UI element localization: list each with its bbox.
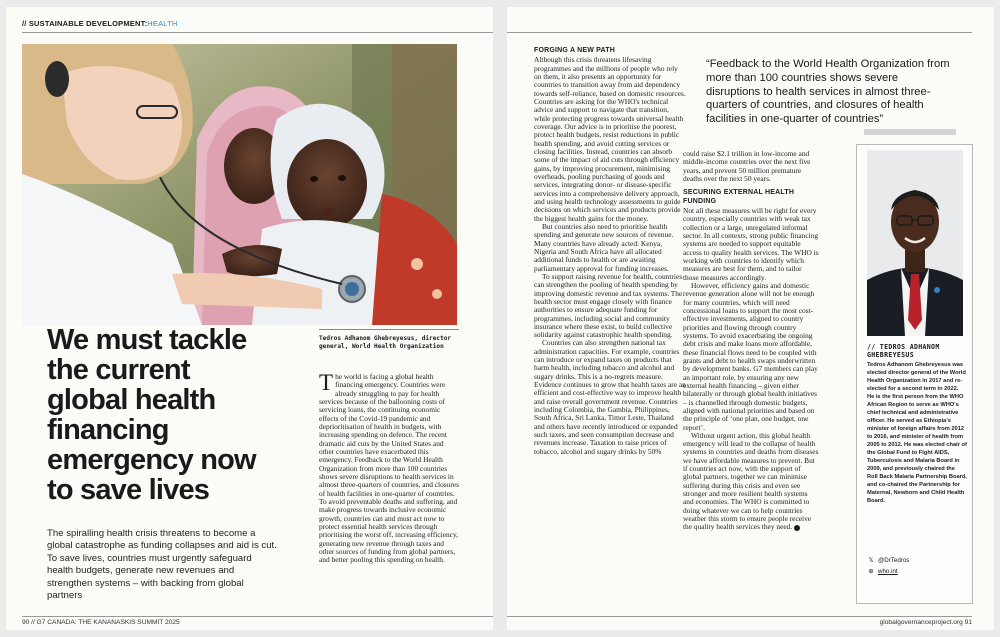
section-topic: HEALTH (147, 19, 178, 28)
feature-photo (22, 44, 457, 325)
section-label (22, 19, 178, 28)
body-paragraph: However, efficiency gains and domestic revenue generation alone will not be enough for many countries, which will need concessional loans to support the most cost-effective investments, aligned to country priorities and flowing through country systems. To avoid exacerbating the ongoing debt crisis and make loans more affordable, these financial flows need to be coupled with grants and debt to health swaps underwritten by development banks. G7 members can play an important role, by ensuring any new external health financing – given either bilaterally or through global health initiatives – is channelled through domestic budgets, aligned with national priorities and based on the principle of ‘one plan, one budget, one report’. (683, 280, 818, 432)
top-rule (22, 32, 493, 33)
left-page (6, 7, 493, 630)
x-icon: 𝕏 (868, 557, 874, 564)
bottom-rule (22, 616, 493, 617)
social-link[interactable] (867, 555, 909, 566)
bio-links (867, 555, 909, 577)
globe-icon: ⊕ (868, 568, 874, 575)
byline: Tedros Adhanom Ghebreyesus, director general, World Health Organization (319, 329, 459, 351)
body-paragraph: But countries also need to prioritise health spending and generate new sources of revenue. Many countries have already acted: Kenya, Nigeria and South Africa have all allocated additional funds to health or are awaiting parliamentary approval for funding increases. (534, 221, 674, 273)
end-mark-icon (794, 525, 800, 531)
top-rule-right (507, 32, 972, 33)
headline: We must tackle the current global health financing emergency now to save lives (47, 324, 256, 506)
subhead-external: SECURING EXTERNAL HEALTH FUNDING (683, 189, 795, 205)
pull-quote-bar (864, 129, 956, 135)
pull-quote: “Feedback to the World Health Organization from more than 100 countries shows severe disruptions to health services in almost three-quarters of countries, and closures of health facilities in one-quarter of countries” (706, 58, 950, 126)
body-paragraph: Without urgent action, this global health emergency will lead to the collapse of health systems in countries and deaths from diseases we have affordable measures to prevent. But if countries act now, with the support of global partners, together we can minimise suffering during this crisis and even see stronger and more resilient health systems and economies. The WHO is committed to doing whatever we can to help countries weather this storm to ensure people receive the quality health services they need. (683, 430, 819, 532)
author-portrait-illustration (867, 150, 963, 336)
article-column-1 (319, 370, 460, 565)
body-paragraph: To support raising revenue for health, countries can strengthen the pooling of health spending by improving domestic revenue and tax systems. The health sector must engage closely with finance authorities to ensure adequate funding for programmes, including social and community insurance where these exist, to build collective solidarity against catastrophic health spending. (534, 271, 683, 340)
body-paragraph-1: he world is facing a global health financing emergency. Countries were already struggling to pay for health services because of the ballooning costs of servicing loans, the continuing economic effects of the Covid-19 pandemic and deprioritisation of health in budgets, with increasing spending on defence. The recent dramatic aid cuts by the United States and other countries have exacerbated this emergency. Feedback to the World Health Organization from more than 100 countries shows severe disruptions to health services in almost three-quarters of countries, and closures of health facilities in one-quarter of countries. To avoid preventable deaths and suffering, and make progress towards inclusive economic growth, countries can and must act now to protect essential health services through prioritising the worst off, increasing efficiency, generating new revenue through taxes and other sources of funding from global partners, and better pooling this spending on health. (319, 372, 459, 565)
feature-photo-illustration (22, 44, 457, 325)
body-paragraph: Although this crisis threatens lifesaving programmes and the millions of people who rely on them, it also presents an opportunity for countries to transition away from aid dependency towards self-reliance, based on domestic resources. Countries are asking for the WHO's technical advice and support to navigate that transition, while protecting progress towards universal health coverage. Our advice is to prioritise the poorest, protect health budgets, resist reductions in public health spending, and avoid cutting services or closing facilities. Instead, countries can absorb some of the impact of aid cuts through efficiency gains, by improving procurement, minimising overheads, pooling purchasing of goods and services, integrating donor- or disease-specific services into a comprehensive delivery approach, and using health technology assessments to guide decisions on which services and products provide the biggest health gains for the money. (534, 55, 686, 223)
article-column-3 (683, 150, 819, 532)
article-column-2 (534, 47, 686, 456)
website-link[interactable] (867, 566, 909, 577)
website-url: who.int (878, 568, 898, 575)
social-handle: @DrTedros (878, 557, 910, 564)
page-footer-right: globalgovernanceproject.org 91 (879, 619, 972, 626)
body-paragraph: could raise $2.1 trillion in low-income and middle-income countries over the next five years, and prevent 50 million premature deaths over the next 50 years. (683, 149, 811, 183)
author-portrait (867, 150, 963, 336)
drop-cap: T (319, 370, 334, 395)
page-footer-left: 90 // G7 CANADA: THE KANANASKIS SUMMIT 2025 (22, 619, 180, 626)
author-bio-box (856, 144, 973, 604)
subhead-forging: FORGING A NEW PATH (534, 47, 615, 54)
bio-text: Tedros Adhanom Ghebreyesus was elected director general of the World Health Organization in 2017 and re-elected for a second term in 2022. He is the first person from the WHO African Region to serve as WHO's chief technical and administrative officer. He served as Ethiopia's minister of foreign affairs from 2012 to 2016, and minister of health from 2005 to 2012. He was elected chair of the Global Fund to Fight AIDS, Tuberculosis and Malaria Board in 2009, and previously chaired the Roll Back Malaria Partnership Board, and co-chaired the Partnership for Maternal, Newborn and Child Health Board. (867, 362, 967, 504)
bio-name: // TEDROS ADHANOM GHEBREYESUS (867, 343, 940, 359)
right-page (507, 7, 994, 630)
body-paragraph: Not all these measures will be right for every country, especially countries with weak tax collection or a large, unregulated informal sector. In all contexts, strong public financing systems are needed to support equitable access to quality health services. The WHO is working with countries to identify which measures are best for them, and to tailor those measures accordingly. (683, 205, 819, 282)
standfirst: The spiralling health crisis threatens to become a global catastrophe as funding collapses and aid is cut. To save lives, countries must urgently safeguard health budgets, generate new revenues and strengthen systems – with backing from global partners (47, 528, 277, 602)
section-label-text: // SUSTAINABLE DEVELOPMENT: (22, 19, 148, 28)
body-paragraph: Countries can also strengthen national tax administration capacities. For example, countries can introduce or expand taxes on products that harm health, including tobacco and alcohol and sugary drinks. This is a no-regrets measure. Evidence continues to grow that health taxes are an efficient and cost-effective way to improve health and raise overall government revenue. Countries including Colombia, the Gambia, Philippines, South Africa, Sri Lanka, Timor Leste, Thailand and others have recently introduced or expanded such taxes, and seen consumption decrease and revenues increase. Taxation to raise prices of tobacco, alcohol and sugary drinks by 50% (534, 338, 686, 456)
bottom-rule-right (507, 616, 972, 617)
